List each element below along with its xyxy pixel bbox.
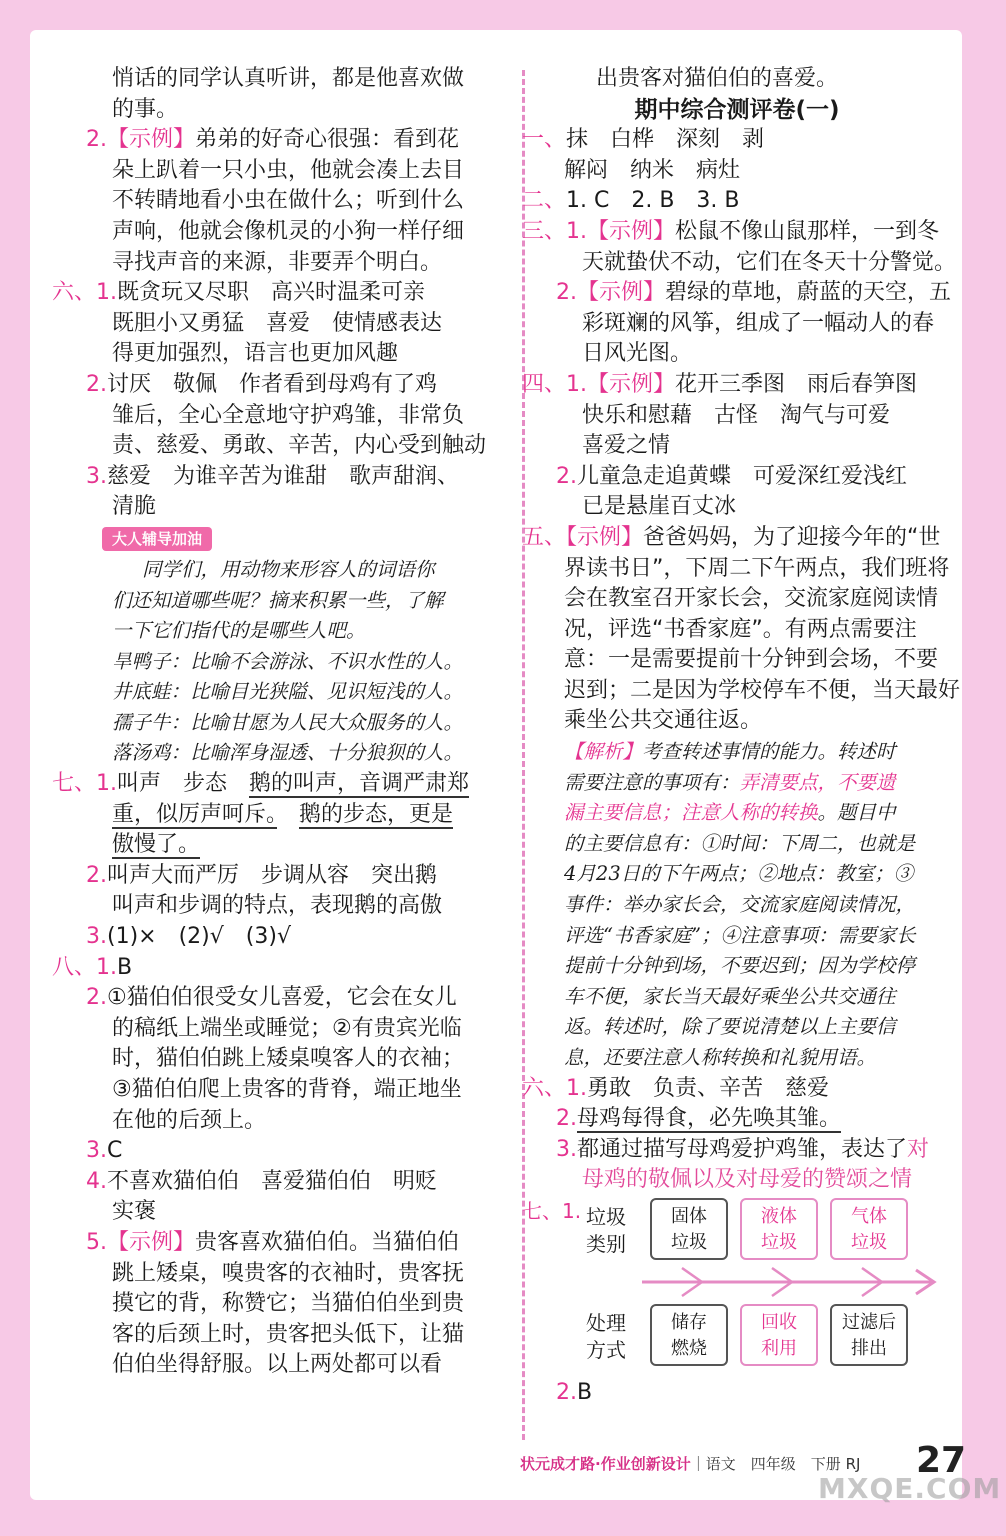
row-label-category (586, 1204, 626, 1258)
text-line: 在他的后颈上。 (112, 1107, 267, 1133)
item-number: 2. (86, 862, 107, 888)
box-line: 过滤后 (842, 1311, 896, 1333)
answer-item (52, 370, 504, 401)
analysis-line: 车不便，家长当天最好乘坐公共交通往 (564, 984, 896, 1008)
box-store-burn (650, 1304, 728, 1366)
garbage-diagram (522, 1198, 952, 1378)
tutor-tag: 大人辅导加油 (102, 527, 212, 551)
analysis-text: 考查转述事情的能力。转述时 (642, 740, 896, 764)
section-four (522, 370, 952, 401)
text-line: 叫声和步调的特点，表现鹅的高傲 (112, 893, 443, 919)
text-line: 摸它的背，称赞它；当猫伯伯坐到贵 (112, 1291, 465, 1317)
tutor-tag-row (52, 523, 504, 555)
section-number: 七、1. (52, 771, 117, 797)
text-line: 界读书日”，下周二下午两点，我们班将 (564, 555, 950, 581)
pink-text: 母鸡的敬佩以及对母爱的赞颂之情 (582, 1167, 913, 1193)
answer-text: 讨厌 敬佩 作者看到母鸡有了鸡 (107, 371, 438, 397)
text-line: 日风光图。 (582, 341, 693, 367)
answer-text: (1)× (2)√ (3)√ (107, 924, 291, 950)
text-line (52, 800, 504, 831)
left-column (52, 64, 504, 1381)
example-tag: 【示例】 (587, 371, 676, 397)
answer-text: 不喜欢猫伯伯 喜爱猫伯伯 明贬 (107, 1168, 438, 1194)
row-label-line: 方式 (586, 1337, 626, 1362)
box-line: 燃烧 (671, 1337, 707, 1359)
section-number: 六、1. (522, 1075, 587, 1101)
handwritten-line: 孺子牛：比喻甘愿为人民大众服务的人。 (112, 710, 464, 734)
answer-text: 勇敢 负责、辛苦 慈爱 (587, 1075, 830, 1101)
handwritten-line: 同学们，用动物来形容人的词语你 (142, 557, 435, 581)
section-number: 八、1. (52, 954, 117, 980)
box-liquid-garbage (740, 1198, 818, 1260)
answer-text: 儿童急走追黄蝶 可爱深红爱浅红 (577, 463, 908, 489)
box-line: 固体 (671, 1205, 707, 1227)
handwritten-line: 井底蛙：比喻目光狭隘、见识短浅的人。 (112, 680, 464, 704)
item-number: 2. (556, 1379, 577, 1405)
watermark: MXQE.COM (818, 1472, 1002, 1505)
example-tag: 【示例】 (107, 127, 196, 153)
answer-item (52, 1136, 504, 1167)
underlined-text: 鹅的步态，更是 (299, 801, 454, 827)
answer-text: 叫声大而严厉 步调从容 突出鹅 (107, 862, 438, 888)
right-column (522, 64, 961, 1409)
text-line: 况，评选“书香家庭”。有两点需要注 (564, 616, 917, 642)
text-line: 会在教室召开家长会，交流家庭阅读情 (564, 586, 939, 612)
text-line: 时，猫伯伯跳上矮桌嗅客人的衣袖； (112, 1046, 465, 1072)
box-line: 储存 (671, 1311, 707, 1333)
answer-item (522, 1104, 952, 1135)
answer-text: 弟弟的好奇心很强：看到花 (195, 127, 460, 153)
text-line: 悄话的同学认真听讲，都是他喜欢做 (112, 66, 465, 91)
analysis-line (522, 737, 952, 768)
underlined-text: 傲慢了。 (112, 832, 201, 858)
text-line: 解闷 纳米 病灶 (564, 157, 741, 183)
page-number: 27 (916, 1440, 967, 1481)
row-label-line: 垃圾 (586, 1204, 626, 1229)
handwritten-line: 旱鸭子：比喻不会游泳、不识水性的人。 (112, 649, 464, 673)
answer-item (52, 861, 504, 892)
item-number: 2. (556, 1106, 577, 1132)
answer-text: 花开三季图 雨后春笋图 (675, 371, 918, 397)
analysis-line: 4月23日的下午两点；②地点：教室；③ (564, 862, 914, 886)
text-line: 的事。 (112, 96, 179, 122)
text-line: 的稿纸上端坐或睡觉；②有贵宾光临 (112, 1015, 462, 1041)
answer-item (52, 983, 504, 1014)
section-number: 三、1. (522, 218, 587, 244)
fishbone-arrow (642, 1264, 942, 1300)
text-line: 跳上矮桌，嗅贵客的衣袖时，贵客抚 (112, 1260, 465, 1286)
answer-text: 都通过描写母鸡爱护鸡雏，表达了 (577, 1136, 908, 1162)
arrow-rib (772, 1282, 792, 1296)
section-seven (52, 769, 504, 800)
answer-item (52, 462, 504, 493)
text-line (52, 830, 504, 861)
text-line: 清脆 (112, 494, 157, 520)
section-six (52, 278, 504, 309)
answer-item (522, 1135, 952, 1166)
text-line: 彩斑斓的风筝，组成了一幅动人的春 (582, 310, 935, 336)
section-two (522, 186, 952, 217)
analysis-line: 返。转述时，除了要说清楚以上主要信 (564, 1015, 896, 1039)
text-line: 伯伯坐得舒服。以上两处都可以看 (112, 1352, 443, 1378)
section-number: 四、1. (522, 371, 587, 397)
arrow-rib (682, 1282, 702, 1296)
arrow-rib (772, 1268, 792, 1282)
arrow-rib (862, 1268, 882, 1282)
underlined-text: 重，似厉声呵斥。 (112, 801, 278, 827)
pink-text: 对 (907, 1136, 930, 1162)
answer-text: ①猫伯伯很受女儿喜爱，它会在女儿 (107, 985, 457, 1011)
text-line: 责、慈爱、勇敢、辛苦，内心受到触动 (112, 433, 487, 459)
answer-text: 松鼠不像山鼠那样，一到冬 (675, 218, 940, 244)
item-number: 2. (86, 371, 107, 397)
answer-item (52, 922, 504, 953)
section-three (522, 217, 952, 248)
text-line: 天就蛰伏不动，它们在冬天十分警觉。 (582, 249, 957, 275)
row-label-line: 处理 (586, 1310, 626, 1335)
section-eight (52, 953, 504, 984)
analysis-line: 息，还要注意人称转换和礼貌用语。 (564, 1046, 877, 1069)
section-number: 五、 (522, 524, 567, 550)
footer-edition: RJ (845, 1455, 861, 1473)
item-number: 3. (86, 463, 107, 489)
text-line (522, 1165, 952, 1196)
handwritten-line: 一下它们指代的是哪些人吧。 (112, 619, 366, 643)
example-tag: 【示例】 (107, 1229, 196, 1255)
text-line: 朵上趴着一只小虫，他就会凑上去目 (112, 157, 465, 183)
footer-volume: 下册 (810, 1455, 841, 1473)
answer-page (30, 30, 962, 1500)
answer-item (522, 1378, 952, 1409)
answer-text: 慈爱 为谁辛苦为谁甜 歌声甜润、 (107, 463, 460, 489)
section-number: 二、 (522, 188, 567, 214)
example-tag: 【示例】 (587, 218, 676, 244)
footer (520, 1453, 860, 1474)
box-line: 垃圾 (761, 1231, 797, 1253)
spacer-text (277, 802, 299, 827)
underlined-text: 鹅的叫声，音调严肃郑 (249, 771, 470, 797)
item-number: 3. (556, 1136, 577, 1162)
item-number: 2. (556, 463, 577, 489)
answer-item (52, 1167, 504, 1198)
handwritten-line: 们还知道哪些呢？摘来积累一些，了解 (112, 588, 444, 612)
answer-item (522, 462, 952, 493)
item-number: 2. (556, 280, 577, 306)
answer-item (52, 125, 504, 156)
answer-item (52, 1228, 504, 1259)
example-tag: 【示例】 (566, 524, 644, 550)
section-five (522, 523, 952, 554)
underlined-text: 母鸡每得食，必先唤其雏。 (577, 1106, 842, 1132)
row-label-method (586, 1310, 626, 1364)
analysis-line: 事件：举办家长会，交流家庭阅读情况， (564, 893, 916, 917)
answer-text: B (117, 954, 133, 980)
section-number: 一、 (522, 127, 567, 153)
text-line: 不转睛地看小虫在做什么；听到什么 (112, 188, 465, 214)
footer-grade: 四年级 (750, 1455, 796, 1473)
text-line: 声响，他就会像机灵的小狗一样仔细 (112, 218, 465, 244)
text-line: 出贵客对猫伯伯的喜爱。 (596, 66, 839, 91)
analysis-tag: 【解析】 (564, 740, 643, 764)
analysis-text: 需要注意的事项有： (564, 770, 740, 794)
answer-text: 既贪玩又尽职 高兴时温柔可亲 (117, 280, 426, 306)
text-line: 乘坐公共交通往返。 (564, 708, 763, 734)
section-six-right (522, 1074, 952, 1105)
text-line: 雏后，全心全意地守护鸡雏，非常负 (112, 402, 465, 428)
footer-separator: ｜ (690, 1455, 706, 1473)
answer-text: 爸爸妈妈，为了迎接今年的“世 (643, 524, 941, 550)
box-line: 利用 (761, 1337, 797, 1359)
item-number: 4. (86, 1168, 107, 1194)
text-line: 快乐和慰藉 古怪 淘气与可爱 (582, 402, 891, 428)
section-number: 六、1. (52, 280, 117, 306)
text-line: 客的后颈上时，贵客把头低下，让猫 (112, 1321, 465, 1347)
box-filter-discharge (830, 1304, 908, 1366)
section-one (522, 125, 952, 156)
row-label-line: 类别 (586, 1231, 626, 1256)
arrow-rib (862, 1282, 882, 1296)
answer-item (522, 278, 952, 309)
text-line: 既胆小又勇猛 喜爱 使情感表达 (112, 310, 443, 336)
box-line: 回收 (761, 1311, 797, 1333)
answer-text: C (107, 1138, 123, 1164)
item-number: 5. (86, 1229, 107, 1255)
brand-name: 状元成才路·作业创新设计 (520, 1455, 691, 1473)
box-line: 垃圾 (671, 1231, 707, 1253)
text-line: 得更加强烈，语言也更加风趣 (112, 341, 399, 367)
analysis-highlight: 漏主要信息；注意人称的转换 (564, 801, 818, 825)
answer-text: 叫声 步态 (117, 771, 250, 797)
text-line: 迟到；二是因为学校停车不便，当天最好 (564, 677, 961, 703)
example-tag: 【示例】 (577, 280, 666, 306)
box-line: 液体 (761, 1205, 797, 1227)
analysis-line: 的主要信息有：①时间：下周二，也就是 (564, 831, 916, 855)
analysis-line (522, 768, 952, 799)
box-line: 气体 (851, 1205, 887, 1227)
answer-text: B (577, 1379, 593, 1405)
arrow-rib (682, 1268, 702, 1282)
handwritten-line: 落汤鸡：比喻浑身湿透、十分狼狈的人。 (112, 741, 464, 765)
text-line: 已是悬崖百丈冰 (582, 494, 737, 520)
answer-text: 碧绿的草地，蔚蓝的天空，五 (665, 280, 952, 306)
box-solid-garbage (650, 1198, 728, 1260)
answer-text: 抹 白桦 深刻 剥 (566, 127, 765, 153)
footer-subject: 语文 (705, 1455, 736, 1473)
box-gas-garbage (830, 1198, 908, 1260)
test-title: 期中综合测评卷(一) (634, 96, 840, 123)
item-number: 3. (86, 1138, 107, 1164)
analysis-text: 。题目中 (817, 801, 896, 825)
analysis-highlight: 弄清要点，不要遗 (739, 770, 896, 794)
item-number: 2. (86, 127, 107, 153)
item-number: 3. (86, 924, 107, 950)
item-number: 2. (86, 985, 107, 1011)
analysis-line (522, 798, 952, 829)
answer-text: 1. C 2. B 3. B (566, 188, 740, 214)
text-line: 寻找声音的来源，非要弄个明白。 (112, 249, 443, 275)
text-line: 意：一是需要提前十分钟到会场，不要 (564, 647, 939, 673)
text-line: 喜爱之情 (582, 433, 671, 459)
analysis-line: 评选“书香家庭”；④注意事项：需要家长 (564, 923, 916, 947)
text-line: ③猫伯伯爬上贵客的背脊，端正地坐 (112, 1077, 462, 1102)
text-line: 实褒 (112, 1199, 157, 1225)
box-line: 排出 (851, 1337, 887, 1359)
section-number: 七、1. (522, 1198, 582, 1223)
answer-text: 贵客喜欢猫伯伯。当猫伯伯 (195, 1229, 460, 1255)
box-line: 垃圾 (851, 1231, 887, 1253)
box-recycle (740, 1304, 818, 1366)
analysis-line: 提前十分钟到场，不要迟到；因为学校停 (564, 954, 916, 978)
